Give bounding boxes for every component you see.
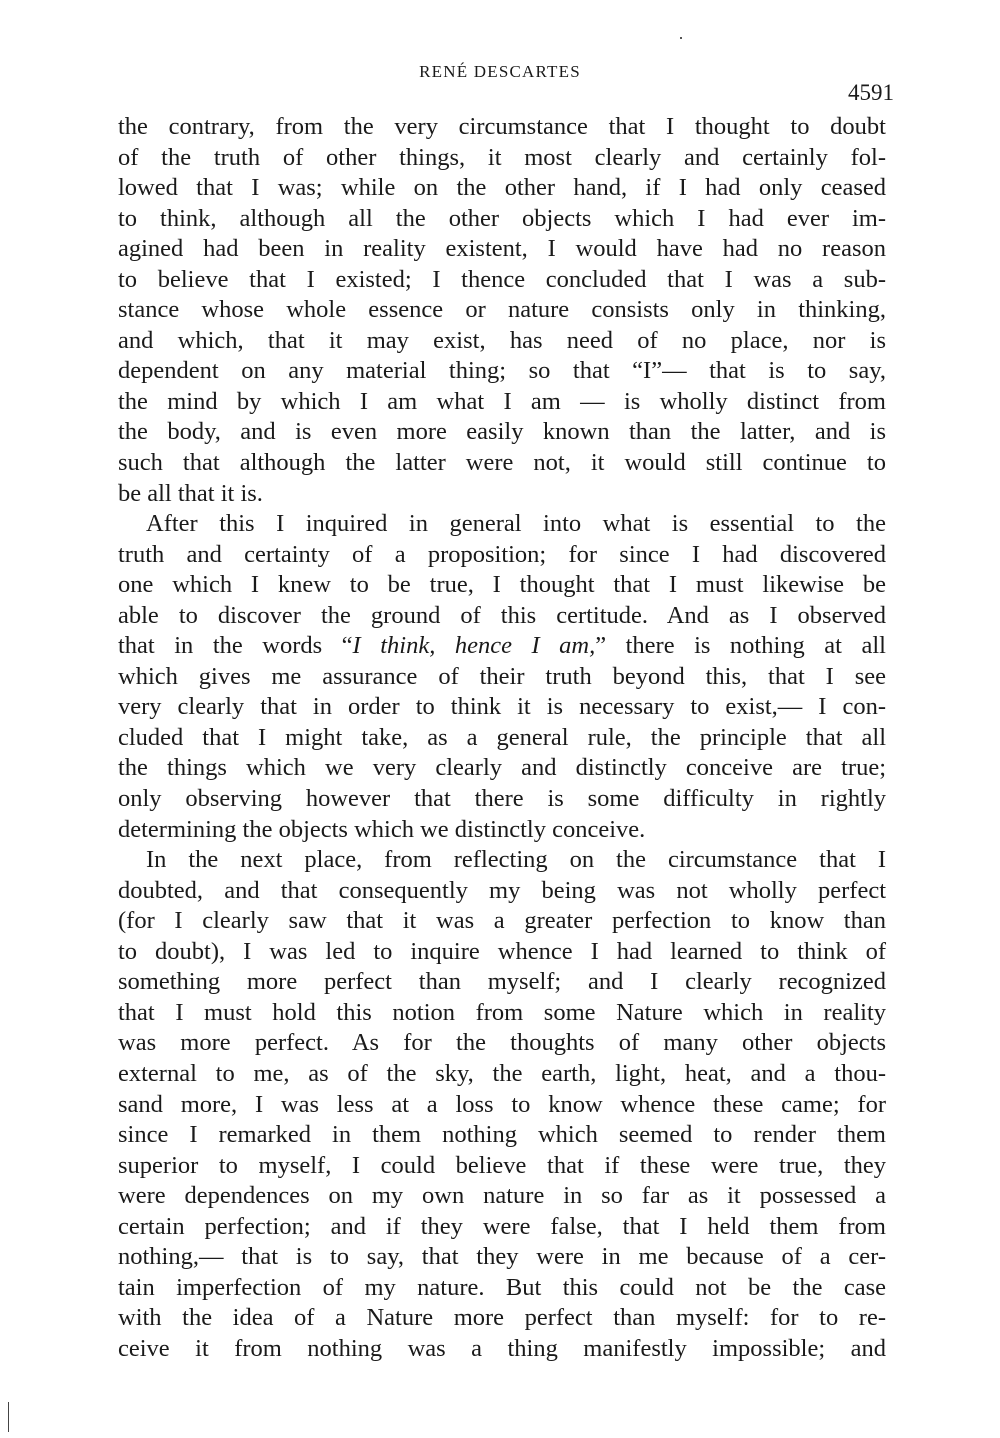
text-segment: dependent on any material thing; so that “I”— that is to say, bbox=[118, 357, 886, 385]
text-segment: lowed that I was; while on the other hand, if I had only ceased bbox=[118, 174, 886, 202]
text-line bbox=[118, 448, 886, 479]
scan-edge-mark bbox=[8, 1402, 9, 1432]
body-text bbox=[118, 112, 886, 1364]
text-line bbox=[118, 1059, 886, 1090]
text-segment: to believe that I existed; I thence concluded that I was a sub- bbox=[118, 265, 886, 293]
text-line bbox=[118, 753, 886, 784]
text-segment: be all that it is. bbox=[118, 479, 263, 507]
text-segment: superior to myself, I could believe that if these were true, they bbox=[118, 1151, 886, 1179]
text-segment: able to discover the ground of this certitude. And as I observed bbox=[118, 601, 886, 629]
text-line bbox=[118, 998, 886, 1029]
text-line bbox=[118, 1242, 886, 1273]
text-line bbox=[118, 723, 886, 754]
text-line bbox=[118, 876, 886, 907]
text-segment: that in the words “ bbox=[118, 632, 353, 660]
text-line bbox=[118, 570, 886, 601]
text-segment: the contrary, from the very circumstance that I thought to doubt bbox=[118, 113, 886, 140]
text-line bbox=[118, 1090, 886, 1121]
text-line bbox=[118, 143, 886, 174]
text-line bbox=[118, 1303, 886, 1334]
text-line bbox=[118, 540, 886, 571]
text-line bbox=[118, 631, 886, 662]
text-segment: (for I clearly saw that it was a greater perfection to know than bbox=[118, 907, 886, 935]
text-segment: ” there is nothing at all bbox=[595, 632, 886, 660]
text-line bbox=[118, 967, 886, 998]
text-line bbox=[118, 1181, 886, 1212]
text-segment: only observing however that there is some difficulty in rightly bbox=[118, 785, 886, 813]
text-segment: such that although the latter were not, it would still continue to bbox=[118, 449, 886, 477]
text-line bbox=[118, 1212, 886, 1243]
text-segment: something more perfect than myself; and I clearly recognized bbox=[118, 968, 886, 996]
text-segment: In the next place, from reflecting on the circumstance that I bbox=[146, 846, 886, 874]
text-segment: tain imperfection of my nature. But this could not be the case bbox=[118, 1273, 886, 1301]
text-line bbox=[118, 509, 886, 540]
text-segment: the body, and is even more easily known than the latter, and is bbox=[118, 418, 886, 446]
text-segment: agined had been in reality existent, I would have had no reason bbox=[118, 235, 886, 263]
text-line bbox=[118, 265, 886, 296]
text-line bbox=[118, 112, 886, 143]
text-segment: stance whose whole essence or nature consists only in thinking, bbox=[118, 296, 886, 324]
text-segment: that I must hold this notion from some Nature which in reality bbox=[118, 998, 886, 1026]
text-segment: cluded that I might take, as a general rule, the principle that all bbox=[118, 723, 886, 751]
text-segment: the mind by which I am what I am — is wholly distinct from bbox=[118, 387, 886, 415]
text-line bbox=[118, 326, 886, 357]
text-line bbox=[118, 815, 886, 846]
text-line bbox=[118, 1151, 886, 1182]
text-segment: since I remarked in them nothing which seemed to render them bbox=[118, 1121, 886, 1149]
text-line bbox=[118, 356, 886, 387]
text-segment: After this I inquired in general into what is essential to the bbox=[146, 510, 886, 538]
text-line bbox=[118, 601, 886, 632]
text-segment: which gives me assurance of their truth beyond this, that I see bbox=[118, 662, 886, 690]
text-line bbox=[118, 204, 886, 235]
text-line bbox=[118, 173, 886, 204]
text-segment: was more perfect. As for the thoughts of many other objects bbox=[118, 1029, 886, 1057]
text-segment: very clearly that in order to think it is necessary to exist,— I con- bbox=[118, 693, 886, 721]
text-line bbox=[118, 387, 886, 418]
text-segment: the things which we very clearly and distinctly conceive are true; bbox=[118, 754, 886, 782]
text-line bbox=[118, 937, 886, 968]
scan-speck bbox=[680, 37, 682, 39]
text-line bbox=[118, 1334, 886, 1365]
text-segment: external to me, as of the sky, the earth, light, heat, and a thou- bbox=[118, 1059, 886, 1087]
text-line bbox=[118, 1028, 886, 1059]
text-segment: truth and certainty of a proposition; for since I had discovered bbox=[118, 540, 886, 568]
italic-phrase: I think, hence I am, bbox=[352, 632, 596, 660]
text-segment: to doubt), I was led to inquire whence I had learned to think of bbox=[118, 937, 886, 965]
text-segment: one which I knew to be true, I thought that I must likewise be bbox=[118, 571, 886, 599]
text-line bbox=[118, 1273, 886, 1304]
text-segment: determining the objects which we distinctly conceive. bbox=[118, 815, 646, 843]
text-line bbox=[118, 234, 886, 265]
text-segment: sand more, I was less at a loss to know whence these came; for bbox=[118, 1090, 886, 1118]
text-segment: ceive it from nothing was a thing manifestly impossible; and bbox=[118, 1334, 886, 1362]
text-line bbox=[118, 845, 886, 876]
page-number: 4591 bbox=[848, 80, 894, 105]
text-segment: to think, although all the other objects which I had ever im- bbox=[118, 204, 886, 232]
text-segment: of the truth of other things, it most clearly and certainly fol- bbox=[118, 143, 886, 171]
text-line bbox=[118, 479, 886, 510]
running-title: RENÉ DESCARTES bbox=[419, 62, 581, 81]
text-line bbox=[118, 662, 886, 693]
text-segment: were dependences on my own nature in so far as it possessed a bbox=[118, 1182, 886, 1210]
text-segment: certain perfection; and if they were false, that I held them from bbox=[118, 1212, 886, 1240]
text-line bbox=[118, 1120, 886, 1151]
text-segment: and which, that it may exist, has need of no place, nor is bbox=[118, 326, 886, 354]
text-segment: nothing,— that is to say, that they were in me because of a cer- bbox=[118, 1243, 886, 1271]
text-line bbox=[118, 417, 886, 448]
text-line bbox=[118, 784, 886, 815]
text-segment: doubted, and that consequently my being was not wholly perfect bbox=[118, 876, 886, 904]
text-line bbox=[118, 692, 886, 723]
text-segment: with the idea of a Nature more perfect than myself: for to re- bbox=[118, 1304, 886, 1332]
text-line bbox=[118, 295, 886, 326]
text-line bbox=[118, 906, 886, 937]
